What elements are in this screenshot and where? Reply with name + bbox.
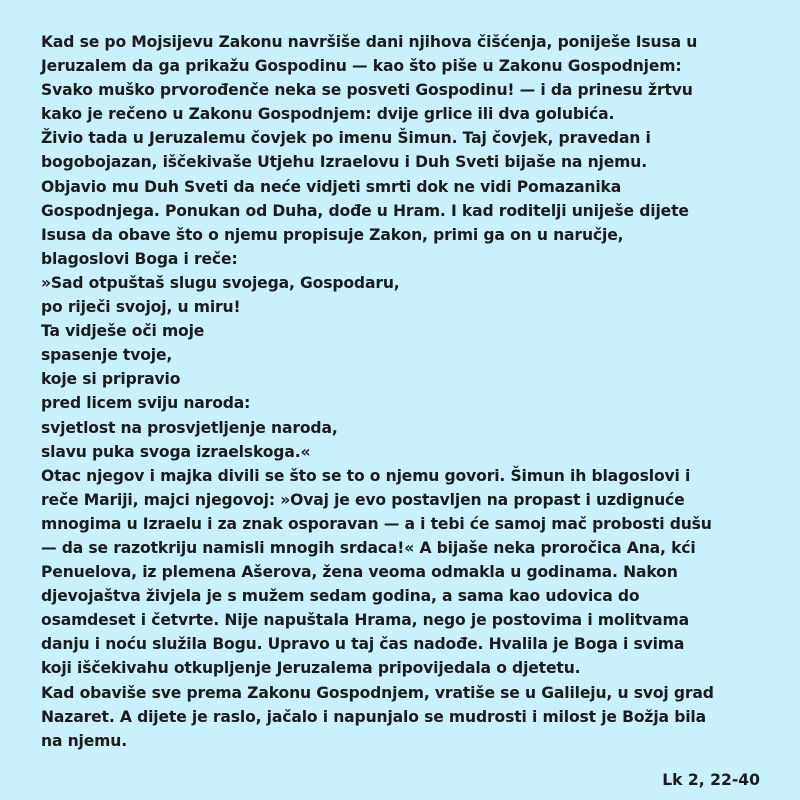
text-line: — da se razotkriju namisli mnogih srdaca!« A bijaše neka proročica Ana, kći <box>41 538 696 557</box>
text-line: Kad obaviše sve prema Zakonu Gospodnjem, vratiše se u Galileju, u svoj grad <box>41 683 714 702</box>
text-line: Gospodnjega. Ponukan od Duha, dođe u Hram. I kad roditelji uniješe dijete <box>41 201 689 220</box>
text-line: osamdeset i četvrte. Nije napuštala Hrama, nego je postovima i molitvama <box>41 611 690 630</box>
text-line: Isusa da obave što o njemu propisuje Zakon, primi ga on u naručje, <box>41 225 624 244</box>
text-line: Penuelova, iz plemena Ašerova, žena veoma odmakla u godinama. Nakon <box>41 563 678 582</box>
text-line: blagoslovi Boga i reče: <box>41 249 238 268</box>
scripture-text <box>41 30 764 753</box>
canticle-line: svjetlost na prosvjetljenje naroda, <box>41 418 338 437</box>
scripture-reference: Lk 2, 22-40 <box>662 771 760 789</box>
canticle-line: slavu puka svoga izraelskoga.« <box>41 442 311 461</box>
canticle-line: »Sad otpuštaš slugu svojega, Gospodaru, <box>41 273 400 292</box>
text-line: djevojaštva živjela je s mužem sedam godina, a sama kao udovica do <box>41 587 640 606</box>
canticle-line: spasenje tvoje, <box>41 346 173 365</box>
canticle-line: pred licem sviju naroda: <box>41 394 251 413</box>
text-line: Objavio mu Duh Sveti da neće vidjeti smrti dok ne vidi Pomazanika <box>41 177 622 196</box>
text-line: Otac njegov i majka divili se što se to o njemu govori. Šimun ih blagoslovi i <box>41 466 691 485</box>
text-line: Jeruzalem da ga prikažu Gospodinu — kao što piše u Zakonu Gospodnjem: <box>41 57 682 76</box>
text-line: danju i noću služila Bogu. Upravo u taj čas nadođe. Hvalila je Boga i svima <box>41 635 685 654</box>
canticle-line: koje si pripravio <box>41 370 181 389</box>
text-line: Živio tada u Jeruzalemu čovjek po imenu Šimun. Taj čovjek, pravedan i <box>41 129 651 148</box>
text-line: na njemu. <box>41 731 127 750</box>
text-line: koji iščekivahu otkupljenje Jeruzalema pripovijedala o djetetu. <box>41 659 581 678</box>
text-line: reče Mariji, majci njegovoj: »Ovaj je evo postavljen na propast i uzdignuće <box>41 490 685 509</box>
text-line: mnogima u Izraelu i za znak osporavan — a i tebi će samoj mač probosti dušu <box>41 514 712 533</box>
text-line: bogobojazan, iščekivaše Utjehu Izraelovu i Duh Sveti bijaše na njemu. <box>41 153 647 172</box>
canticle-line: po riječi svojoj, u miru! <box>41 298 241 317</box>
text-line: Kad se po Mojsijevu Zakonu navršiše dani njihova čišćenja, poniješe Isusa u <box>41 33 698 51</box>
canticle-line: Ta vidješe oči moje <box>41 322 205 341</box>
text-line: Svako muško prvorođenče neka se posveti Gospodinu! — i da prinesu žrtvu <box>41 81 693 100</box>
text-line: Nazaret. A dijete je raslo, jačalo i napunjalo se mudrosti i milost je Božja bila <box>41 707 706 726</box>
text-line: kako je rečeno u Zakonu Gospodnjem: dvije grlice ili dva golubića. <box>41 105 615 124</box>
